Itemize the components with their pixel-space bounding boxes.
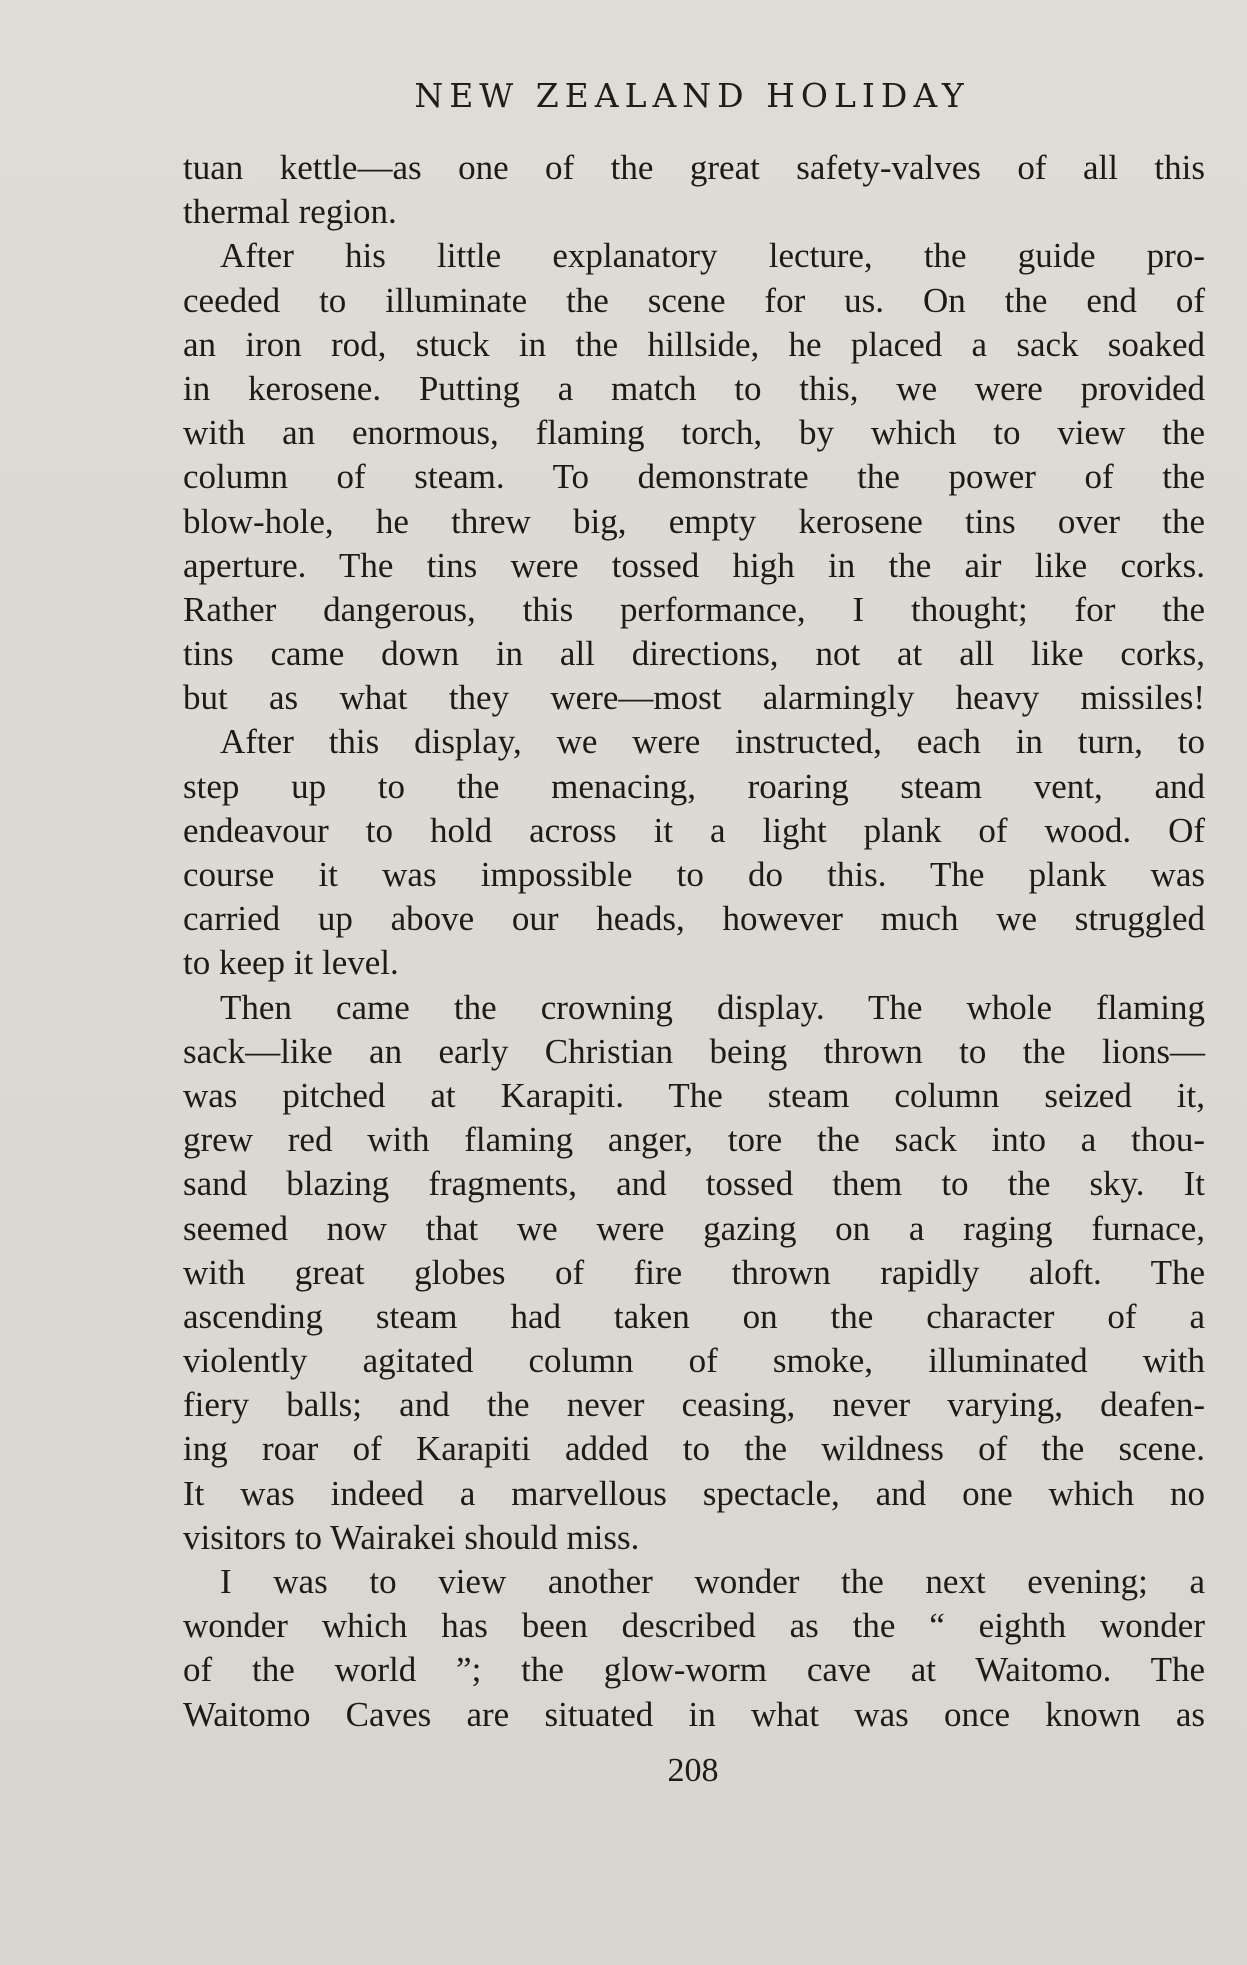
text-line: to keep it level. [183, 943, 399, 983]
text-line: endeavour to hold across it a light plank of wood. Of [183, 810, 1205, 850]
text-line: carried up above our heads, however much we struggled [183, 899, 1205, 939]
text-line: It was indeed a marvellous spectacle, and one which no [183, 1473, 1205, 1513]
text-line: column of steam. To demonstrate the power of the [183, 457, 1205, 497]
paragraph [183, 720, 1205, 985]
paragraph [183, 234, 1205, 720]
text-line: sack—like an early Christian being thrown to the lions— [183, 1031, 1205, 1071]
text-line: Then came the crowning display. The whole flaming [220, 987, 1205, 1027]
body-text [183, 146, 1205, 1737]
text-line: sand blazing fragments, and tossed them to the sky. It [183, 1164, 1205, 1204]
text-line: After his little explanatory lecture, the guide pro- [220, 236, 1205, 276]
text-line: After this display, we were instructed, each in turn, to [220, 722, 1205, 762]
text-line: aperture. The tins were tossed high in the air like corks. [183, 545, 1205, 585]
paragraph [183, 986, 1205, 1560]
text-line: tuan kettle—as one of the great safety-valves of all this [183, 148, 1205, 187]
text-line: ing roar of Karapiti added to the wildness of the scene. [183, 1429, 1205, 1469]
text-line: in kerosene. Putting a match to this, we were provided [183, 368, 1205, 408]
text-line: course it was impossible to do this. The plank was [183, 855, 1205, 894]
text-line: Waitomo Caves are situated in what was once known as [183, 1694, 1205, 1734]
text-line: blow-hole, he threw big, empty kerosene tins over the [183, 501, 1205, 541]
text-line: an iron rod, stuck in the hillside, he placed a sack soaked [183, 324, 1205, 364]
text-line: but as what they were—most alarmingly heavy missiles! [183, 678, 1205, 718]
text-line: seemed now that we were gazing on a raging furnace, [183, 1208, 1205, 1248]
text-line: ascending steam had taken on the character of a [183, 1296, 1205, 1336]
text-line: of the world ”; the glow-worm cave at Waitomo. The [183, 1650, 1205, 1690]
paragraph [183, 146, 1205, 234]
text-line: wonder which has been described as the “ eighth wonder [183, 1606, 1205, 1646]
text-line: I was to view another wonder the next evening; a [220, 1562, 1205, 1601]
text-line: thermal region. [183, 192, 397, 232]
text-line: was pitched at Karapiti. The steam column seized it, [183, 1075, 1205, 1115]
text-line: ceeded to illuminate the scene for us. On the end of [183, 280, 1205, 320]
text-line: Rather dangerous, this performance, I thought; for the [183, 589, 1205, 629]
text-line: visitors to Wairakei should miss. [183, 1517, 640, 1557]
text-line: step up to the menacing, roaring steam vent, and [183, 766, 1205, 806]
page-number: 208 [667, 1752, 719, 1789]
text-line: with great globes of fire thrown rapidly aloft. The [183, 1252, 1205, 1292]
text-line: with an enormous, flaming torch, by which to view the [183, 413, 1205, 453]
paragraph [183, 1560, 1205, 1737]
text-line: tins came down in all directions, not at all like corks, [183, 634, 1205, 674]
running-head: NEW ZEALAND HOLIDAY [414, 76, 970, 115]
text-line: fiery balls; and the never ceasing, never varying, deafen- [183, 1385, 1205, 1425]
text-line: grew red with flaming anger, tore the sack into a thou- [183, 1120, 1205, 1160]
text-line: violently agitated column of smoke, illuminated with [183, 1341, 1205, 1381]
